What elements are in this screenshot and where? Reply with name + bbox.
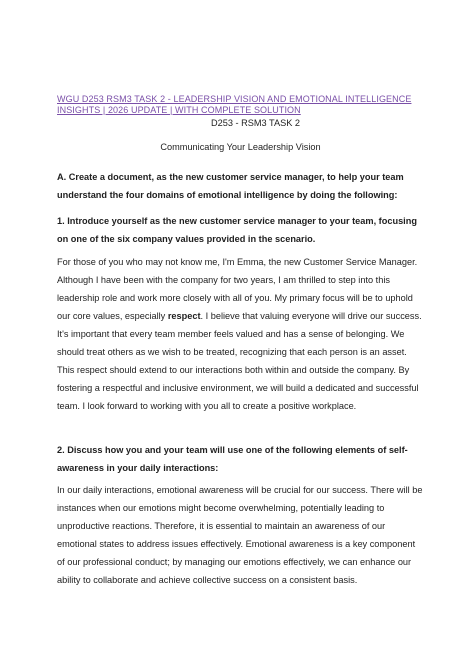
- task-code: D253 - RSM3 TASK 2: [210, 118, 301, 128]
- section-a-heading: A. Create a document, as the new customer service manager, to help your team understand the four domains of emotional intelligence by doing the following:: [57, 172, 404, 200]
- introduction-paragraph: [57, 253, 424, 415]
- document-subtitle: Communicating Your Leadership Vision: [160, 142, 321, 152]
- value-respect: respect: [167, 311, 201, 321]
- intro-text-end: . I believe that valuing everyone will drive our success. It's important that every team member feels valued and has a sense of belonging. We should treat others as we wish to be treated, recognizing that each person is an asset. This respect should extend to our interactions both within and outside the company. By fostering a respectful and inclusive environment, we will build a dedicated and successful team. I look forward to working with you all to create a positive workplace.: [57, 311, 422, 411]
- self-awareness-paragraph: In our daily interactions, emotional awareness will be crucial for our success. There will be instances when our emotions might become overwhelming, potentially leading to unproductive reactions. Therefore, it is essential to maintain an awareness of our emotional states to address issues effectively. Emotional awareness is a key component of our professional conduct; by managing our emotions effectively, we can enhance our ability to collaborate and achieve collective success on a consistent basis.: [57, 485, 423, 585]
- document-title-link[interactable]: WGU D253 RSM3 TASK 2 - LEADERSHIP VISION AND EMOTIONAL INTELLIGENCE INSIGHTS | 2026 UPDATE | WITH COMPLETE SOLUTION: [57, 94, 412, 115]
- question-1-heading: 1. Introduce yourself as the new customer service manager to your team, focusing on one of the six company values provided in the scenario.: [57, 216, 417, 244]
- intro-text-start: For those of you who may not know me, I'm Emma, the new Customer Service Manager. Although I have been with the company for two years, I am thrilled to step into this leadership role and work more closely with all of you. My primary focus will be to uphold our core values, especially: [57, 257, 418, 321]
- question-2-heading: 2. Discuss how you and your team will use one of the following elements of self-awareness in your daily interactions:: [57, 445, 408, 473]
